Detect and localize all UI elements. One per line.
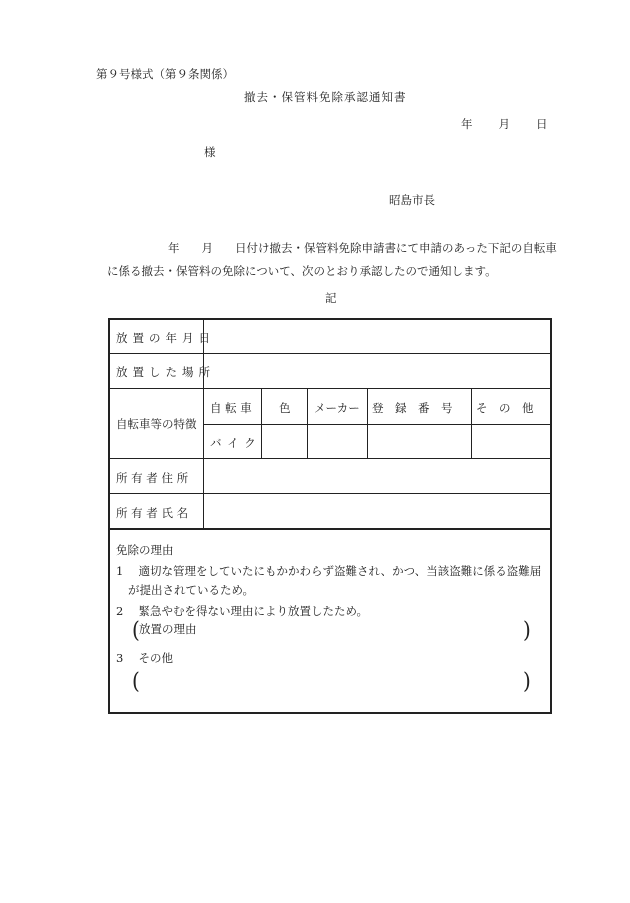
type-bicycle: 自 転 車 [210,401,252,415]
bicycle-details-table [108,318,552,714]
reason-item-2-detail-label: 放置の理由 [139,622,197,636]
reason-item-2: 2 緊急やむを得ない理由により放置したため。 [116,604,369,618]
right-paren-icon: ) [523,667,531,695]
label-abandoned-date: 放置の年月日 [116,331,215,345]
header-registration-number: 登 録 番 号 [372,401,453,415]
issuer-name: 昭島市長 [389,193,435,207]
reasons-heading: 免除の理由 [116,543,174,557]
body-line-2: に係る撤去・保管料の免除について、次のとおり承認したので通知します。 [107,264,497,278]
body-month-label: 月 [201,241,213,255]
recipient-suffix: 様 [204,145,216,159]
body-line-1-text: 日付け撤去・保管料免除申請書にて申請のあった下記の自転車 [235,241,557,255]
date-day-label: 日 [536,117,548,131]
record-label: 記 [325,291,337,305]
label-abandoned-place: 放置した場所 [116,365,215,379]
left-paren-icon: ( [132,616,140,644]
label-owner-address: 所 有 者 住 所 [116,471,189,485]
header-maker: メーカー [314,401,360,415]
label-owner-name: 所 有 者 氏 名 [116,506,189,520]
label-vehicle-features: 自転車等の特徴 [116,417,197,431]
date-month-label: 月 [498,117,510,131]
form-number: 第９号様式（第９条関係） [96,67,234,81]
reason-item-3: 3 その他 [116,651,173,665]
left-paren-icon: ( [132,667,140,695]
header-other: そ の 他 [476,401,534,415]
body-year-label: 年 [168,241,180,255]
right-paren-icon: ) [523,616,531,644]
header-color: 色 [279,401,291,415]
body-line-1 [168,240,557,256]
document-title: 撤去・保管料免除承認通知書 [244,90,407,104]
date-year-label: 年 [461,117,473,131]
reason-item-1: 1 適切な管理をしていたにもかかわらず盗難され、かつ、当該盗難に係る盗難届 [116,564,542,578]
type-motorbike: バ イ ク [210,436,257,450]
issue-date [461,116,548,132]
reason-item-1-cont: が提出されているため。 [128,583,255,597]
